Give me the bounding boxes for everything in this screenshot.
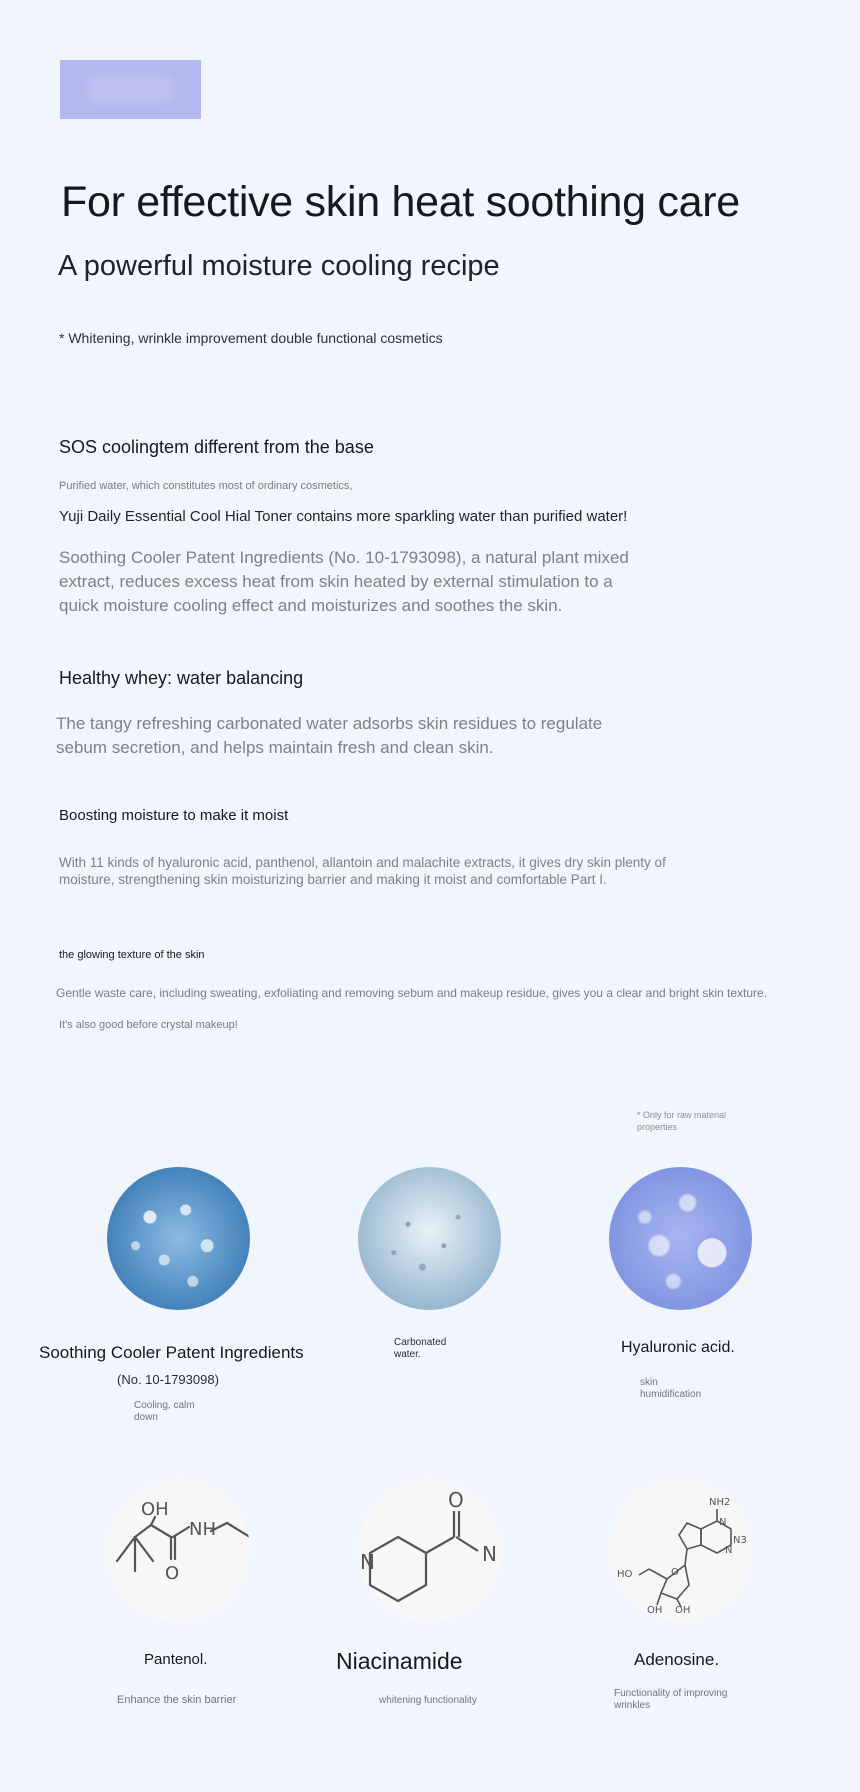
svg-text:N: N bbox=[725, 1545, 733, 1556]
svg-text:OH: OH bbox=[647, 1605, 663, 1616]
ingredient-name: Adenosine. bbox=[634, 1650, 720, 1669]
ingredient-desc: Enhance the skin barrier bbox=[117, 1694, 237, 1706]
sos-section-title: SOS coolingtem different from the base bbox=[59, 437, 374, 457]
brand-logo bbox=[60, 60, 201, 119]
svg-text:N: N bbox=[719, 1517, 727, 1528]
pantenol-molecule-image bbox=[107, 1479, 250, 1622]
texture-section-title: the glowing texture of the skin bbox=[59, 949, 205, 961]
raw-material-note: * Only for raw material properties bbox=[637, 1110, 727, 1132]
svg-text:N: N bbox=[360, 1550, 375, 1574]
texture-body: Gentle waste care, including sweating, exfoliating and removing sebum and makeup residue, gives you a clear and bright skin texture. bbox=[56, 986, 768, 1000]
hyaluronic-acid-image bbox=[609, 1167, 752, 1310]
niacinamide-molecule-image bbox=[358, 1479, 501, 1622]
ingredient-name: Niacinamide bbox=[336, 1648, 463, 1674]
ingredient-desc: Functionality of improving wrinkles bbox=[614, 1688, 728, 1711]
ingredient-desc: skin humidification bbox=[640, 1377, 702, 1400]
svg-text:NH: NH bbox=[189, 1519, 216, 1540]
functional-note: * Whitening, wrinkle improvement double functional cosmetics bbox=[59, 330, 443, 346]
carbonated-water-image bbox=[358, 1167, 501, 1310]
cooling-ingredient-image bbox=[107, 1167, 250, 1310]
ingredient-desc: whitening functionality bbox=[379, 1695, 477, 1706]
page-subtitle: A powerful moisture cooling recipe bbox=[58, 250, 500, 282]
svg-text:NH2: NH2 bbox=[709, 1497, 731, 1508]
ingredient-name: Hyaluronic acid. bbox=[621, 1339, 735, 1356]
sos-line-2: Yuji Daily Essential Cool Hial Toner contains more sparkling water than purified water! bbox=[59, 508, 628, 525]
svg-text:O: O bbox=[448, 1488, 464, 1512]
ingredient-name: Soothing Cooler Patent Ingredients bbox=[39, 1343, 304, 1362]
svg-text:N3: N3 bbox=[733, 1535, 747, 1546]
svg-text:HO: HO bbox=[617, 1569, 633, 1580]
whey-section-title: Healthy whey: water balancing bbox=[59, 668, 304, 688]
svg-text:N: N bbox=[482, 1542, 497, 1566]
svg-text:OH: OH bbox=[141, 1499, 169, 1520]
ingredient-name: Carbonated water. bbox=[394, 1337, 447, 1360]
moisture-section-title: Boosting moisture to make it moist bbox=[59, 807, 289, 824]
whey-body: The tangy refreshing carbonated water adsorbs skin residues to regulate sebum secretion, and helps maintain fresh and clean skin. bbox=[56, 714, 603, 757]
sos-line-1: Purified water, which constitutes most of ordinary cosmetics, bbox=[59, 480, 353, 492]
sos-body: Soothing Cooler Patent Ingredients (No. 10-1793098), a natural plant mixed extract, reduces excess heat from skin heated by external stimulation to a quick moisture cooling effect and moisturizes and soothes the skin. bbox=[59, 548, 629, 615]
page-title: For effective skin heat soothing care bbox=[61, 178, 740, 226]
texture-extra: It's also good before crystal makeup! bbox=[59, 1019, 238, 1031]
svg-text:OH: OH bbox=[675, 1605, 691, 1616]
ingredient-name: Pantenol. bbox=[144, 1651, 208, 1668]
moisture-body: With 11 kinds of hyaluronic acid, panthenol, allantoin and malachite extracts, it gives dry skin plenty of moisture, strengthening skin moisturizing barrier and making it moist and comfortable Part I. bbox=[59, 855, 666, 887]
svg-text:O: O bbox=[671, 1567, 679, 1578]
patent-number: (No. 10-1793098) bbox=[117, 1372, 219, 1387]
adenosine-molecule-image bbox=[609, 1479, 752, 1622]
svg-text:O: O bbox=[165, 1563, 180, 1584]
ingredient-desc: Cooling, calm down bbox=[134, 1400, 195, 1423]
